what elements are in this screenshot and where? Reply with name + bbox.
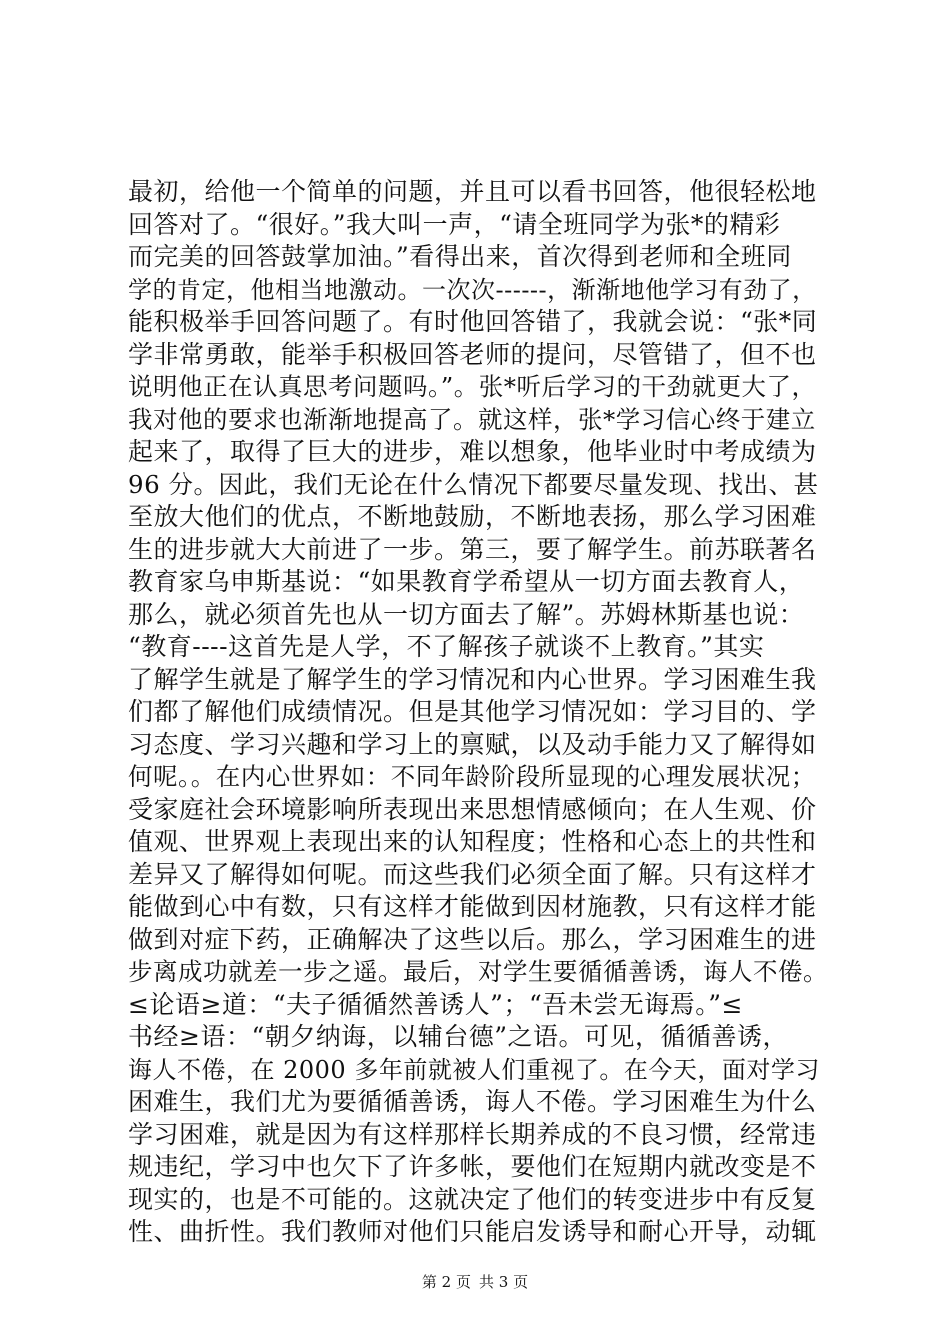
text-line: 说明他正在认真思考问题吗。”。张*听后学习的干劲就更大了， bbox=[128, 372, 817, 401]
text-line: 值观、世界观上表现出来的认知程度；性格和心态上的共性和 bbox=[128, 827, 817, 856]
text-line: 我对他的要求也渐渐地提高了。就这样，张*学习信心终于建立 bbox=[128, 404, 816, 434]
text-line: 做到对症下药，正确解决了这些以后。那么，学习困难生的进 bbox=[128, 924, 817, 954]
text-line: 书经≥语：“朝夕纳诲，以辅台德”之语。可见，循循善诱， bbox=[128, 1022, 789, 1051]
text-line: 性、曲折性。我们教师对他们只能启发诱导和耐心开导，动辄 bbox=[128, 1217, 817, 1246]
body-text bbox=[128, 176, 828, 1249]
text-line: 差异又了解得如何呢。而这些我们必须全面了解。只有这样才 bbox=[128, 859, 817, 889]
text-line: 困难生，我们尤为要循循善诱，诲人不倦。学习困难生为什么 bbox=[128, 1087, 817, 1116]
text-line: 规违纪，学习中也欠下了许多帐，要他们在短期内就改变是不 bbox=[128, 1152, 817, 1181]
text-line: 诲人不倦，在 2000 多年前就被人们重视了。在今天，面对学习 bbox=[128, 1055, 820, 1084]
text-line: 最初，给他一个简单的问题，并且可以看书回答，他很轻松地 bbox=[128, 177, 817, 206]
text-line: 能积极举手回答问题了。有时他回答错了，我就会说：“张*同 bbox=[128, 307, 818, 336]
text-line: 学的肯定，他相当地激动。一次次------，渐渐地他学习有劲了， bbox=[128, 275, 817, 304]
text-line: 步离成功就差一步之遥。最后，对学生要循循善诱，诲人不倦。 bbox=[128, 957, 828, 986]
text-line: 能做到心中有数，只有这样才能做到因材施教，只有这样才能 bbox=[128, 892, 817, 921]
text-line: ≤论语≥道：“夫子循循然善诱人”；“吾未尝无诲焉。”≤ bbox=[128, 989, 743, 1019]
text-line: “教育----这首先是人学，不了解孩子就谈不上教育。”其实 bbox=[128, 632, 765, 661]
text-line: 学习困难，就是因为有这样那样长期养成的不良习惯，经常违 bbox=[128, 1119, 817, 1149]
text-line: 生的进步就大大前进了一步。第三，要了解学生。前苏联著名 bbox=[128, 534, 817, 564]
text-line: 受家庭社会环境影响所表现出来思想情感倾向；在人生观、价 bbox=[128, 794, 817, 824]
text-line: 教育家乌申斯基说：“如果教育学希望从一切方面去教育人， bbox=[128, 567, 805, 596]
text-line: 回答对了。“很好。”我大叫一声，“请全班同学为张*的精彩 bbox=[128, 209, 781, 239]
page-number: 第 2 页 bbox=[421, 1273, 471, 1291]
text-line: 而完美的回答鼓掌加油。”看得出来，首次得到老师和全班同 bbox=[128, 242, 792, 271]
page-total: 共 3 页 bbox=[479, 1273, 529, 1291]
text-line: 何呢。。在内心世界如：不同年龄阶段所显现的心理发展状况； bbox=[128, 762, 816, 791]
page-footer bbox=[0, 1272, 950, 1292]
text-line: 96 分。因此，我们无论在什么情况下都要尽量发现、找出、甚 bbox=[128, 469, 819, 499]
text-line: 至放大他们的优点，不断地鼓励，不断地表扬，那么学习困难 bbox=[128, 502, 817, 531]
text-line: 了解学生就是了解学生的学习情况和内心世界。学习困难生我 bbox=[128, 664, 817, 694]
text-line: 现实的，也是不可能的。这就决定了他们的转变进步中有反复 bbox=[128, 1184, 817, 1214]
text-line: 们都了解他们成绩情况。但是其他学习情况如：学习目的、学 bbox=[128, 697, 817, 726]
text-line: 学非常勇敢，能举手积极回答老师的提问，尽管错了，但不也 bbox=[128, 339, 817, 369]
text-line: 习态度、学习兴趣和学习上的禀赋，以及动手能力又了解得如 bbox=[128, 729, 817, 759]
text-line: 那么，就必须首先也从一切方面去了解”。苏姆林斯基也说： bbox=[128, 599, 805, 629]
text-line: 起来了，取得了巨大的进步，难以想象，他毕业时中考成绩为 bbox=[128, 437, 817, 466]
